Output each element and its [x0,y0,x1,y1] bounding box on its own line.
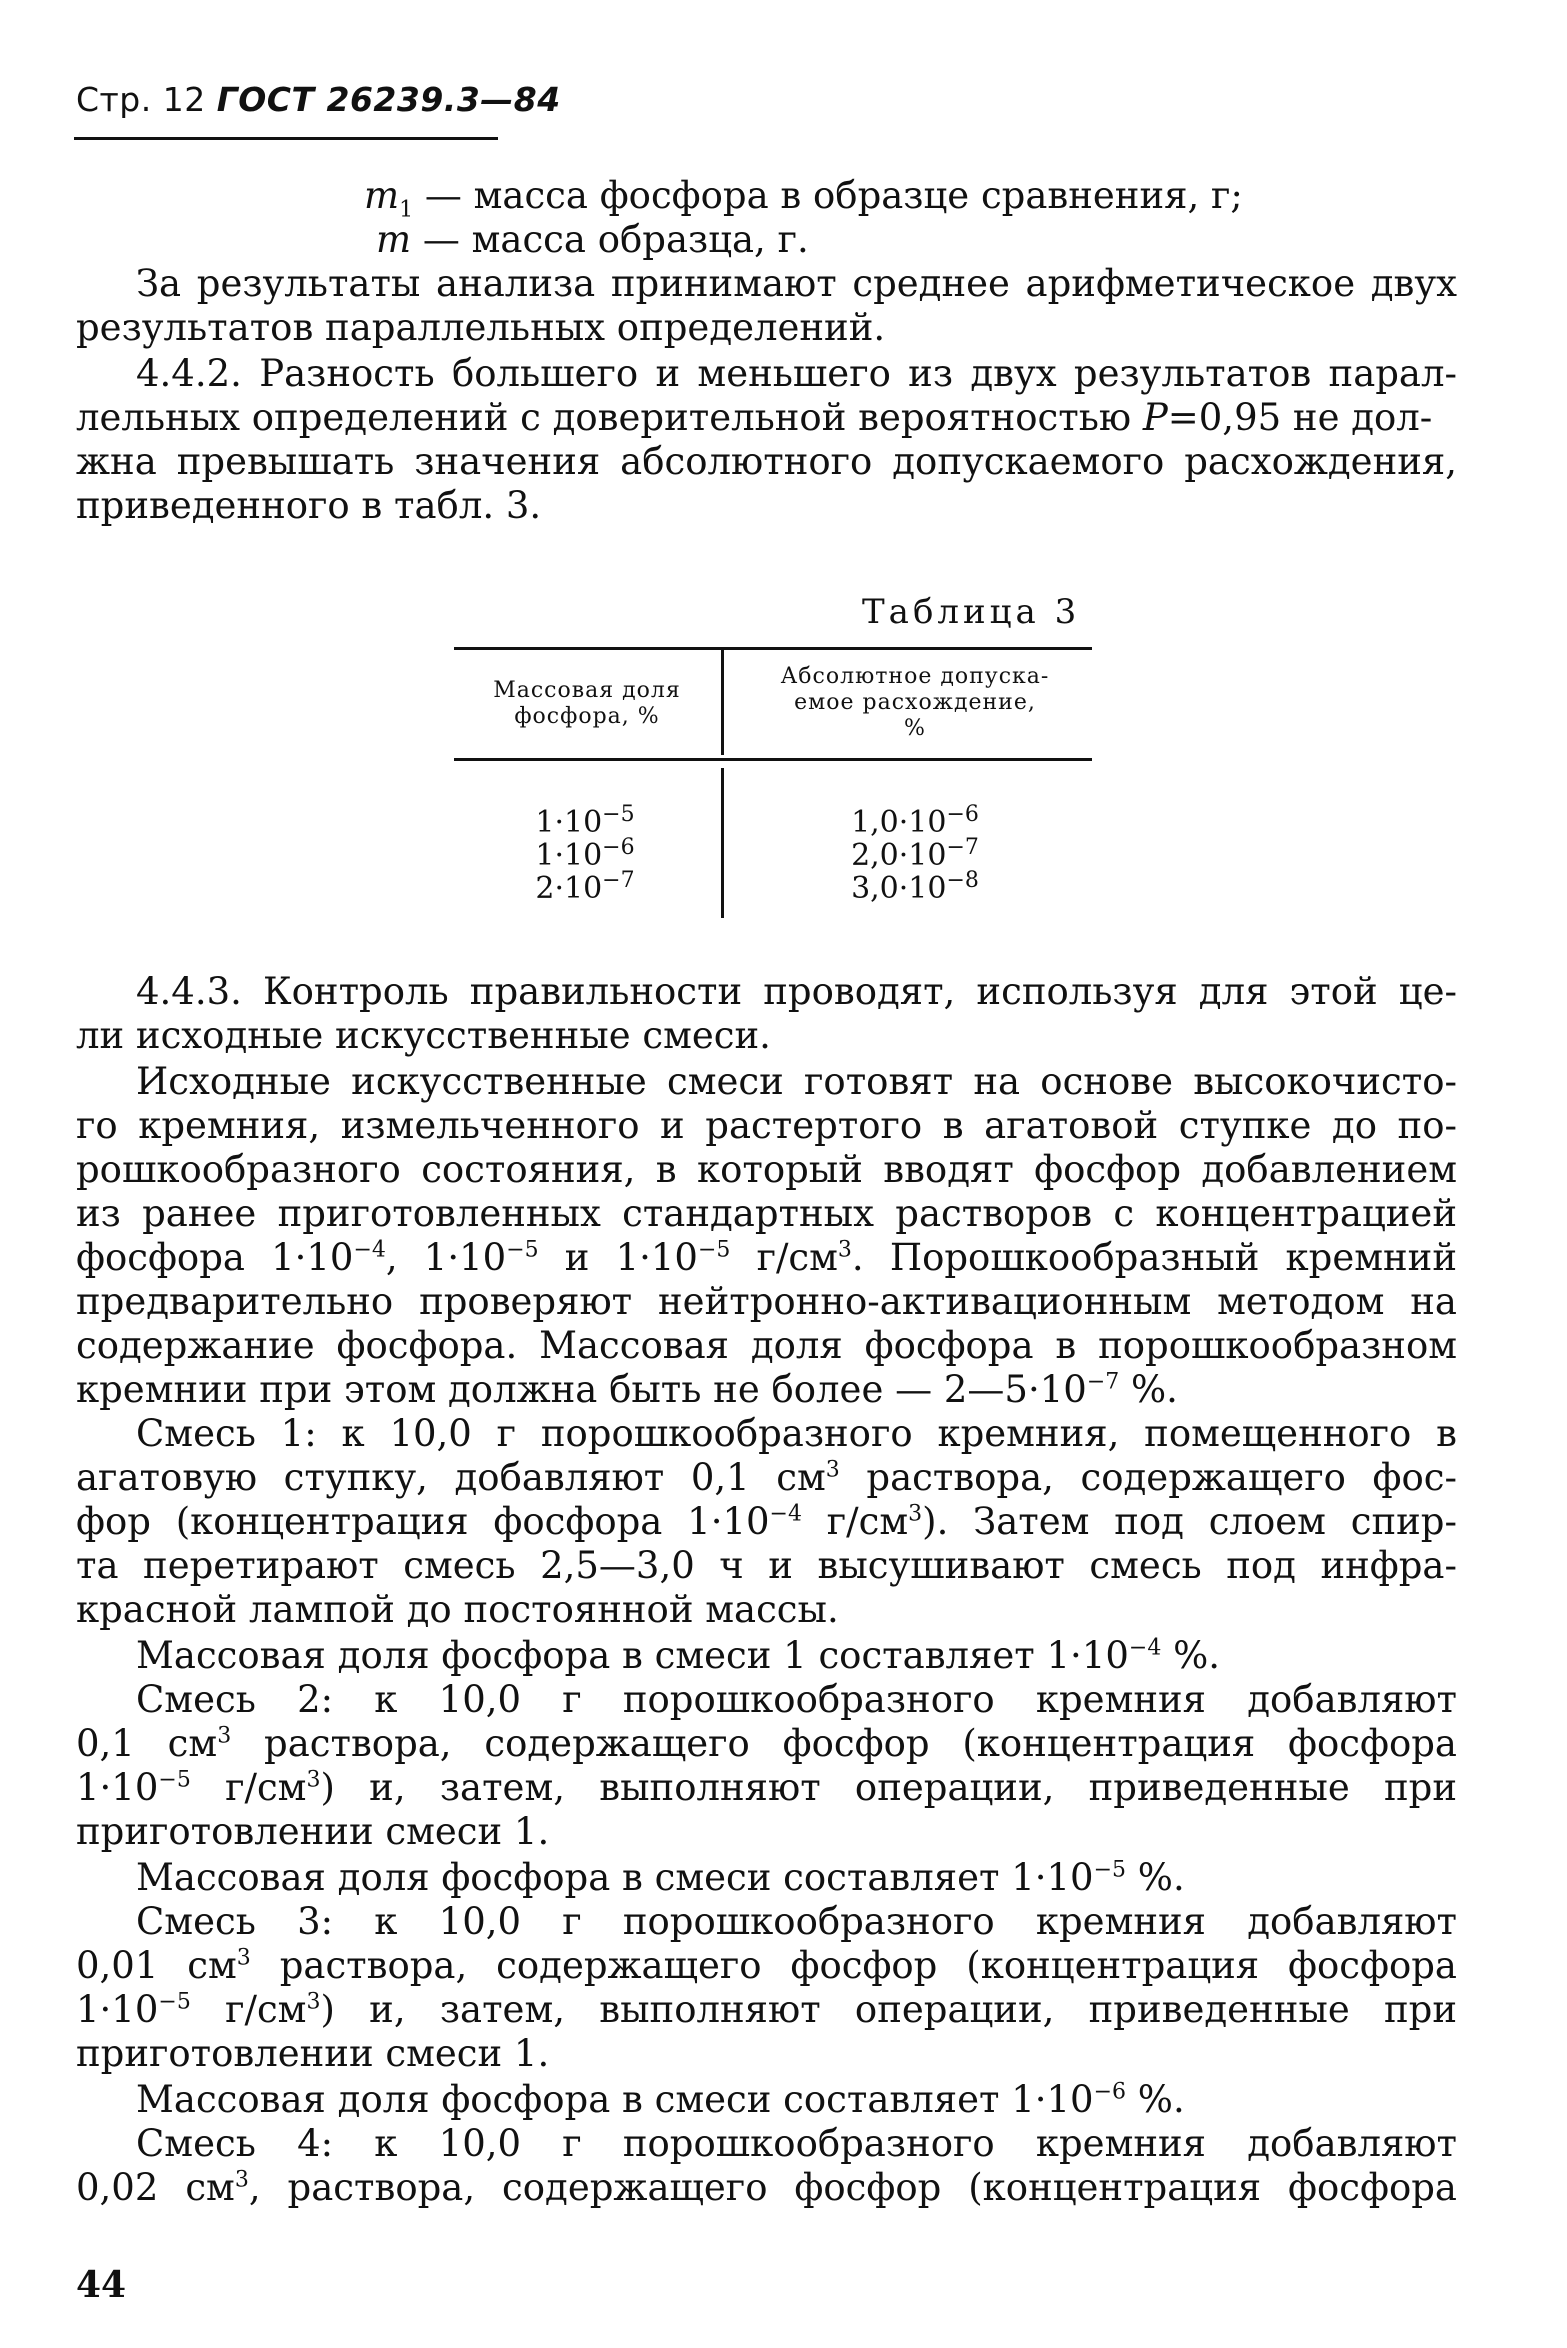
para4-line6: предварительно проверяют нейтронно-активационным методом на [76,1280,1457,1323]
table-row-2-tolerance: $2,0\cdot 10^{-7}$ [851,835,979,873]
para2-line3: жна превышать значения абсолютного допускаемого расхождения, [76,440,1457,483]
para4-line8: кремнии при этом должна быть не более — $2—5\cdot 10^{-7}$ %. [76,1368,1178,1411]
header-rule [74,137,498,140]
page-label: Стр. 12 [76,80,206,119]
table-row-1-tolerance: $1,0\cdot 10^{-6}$ [851,802,979,840]
mix1-line4: та перетирают смесь 2,5—3,0 ч и высушивают смесь под инфра- [76,1544,1457,1587]
table-header-mass-fraction: Массовая доля фосфора, % [493,678,681,729]
mix1-line1: Смесь 1: к 10,0 г порошкообразного кремния, помещенного в [136,1412,1457,1455]
gost-number: ГОСТ 26239.3—84 [216,80,561,119]
mix2-line2: 0,1 $см^3$ раствора, содержащего фосфор (концентрация фосфора [76,1722,1457,1765]
table-row-3-mass: $2\cdot 10^{-7}$ [535,868,635,906]
mix4-line2: 0,02 $см^3$, раствора, содержащего фосфор (концентрация фосфора [76,2166,1457,2209]
table-body-divider [721,768,724,918]
mix3-line4: приготовлении смеси 1. [76,2032,550,2075]
mix1-line2: агатовую ступку, добавляют 0,1 $см^3$ раствора, содержащего фос- [76,1456,1457,1499]
table-row-3-tolerance: $3,0\cdot 10^{-8}$ [851,868,979,906]
mix1-line3: фор (концентрация фосфора $1\cdot 10^{-4}$ $г/см^3$). Затем под слоем спир- [76,1500,1457,1543]
para4-line1: Исходные искусственные смеси готовят на основе высокочисто- [136,1060,1457,1103]
mix1-result: Массовая доля фосфора в смеси 1 составляет $1\cdot 10^{-4}$ %. [136,1634,1221,1677]
definition-m: m — масса образца, г. [376,218,809,261]
page-number: 44 [76,2264,127,2306]
table-header-divider [721,649,724,755]
table-row-2-mass: $1\cdot 10^{-6}$ [535,835,635,873]
table-top-rule [454,647,1092,650]
para1-line1: За результаты анализа принимают среднее арифметическое двух [136,262,1457,305]
para4-line7: содержание фосфора. Массовая доля фосфора в порошкообразном [76,1324,1457,1367]
page-header [76,80,561,119]
mix3-result: Массовая доля фосфора в смеси составляет $1\cdot 10^{-6}$ %. [136,2078,1185,2121]
para4-line5: фосфора $1\cdot 10^{-4}$, $1\cdot 10^{-5}$ и $1\cdot 10^{-5}$ $г/см^3$. Порошкообразный кремний [76,1236,1457,1279]
para2-line4: приведенного в табл. 3. [76,484,542,527]
para2-line1: 4.4.2. Разность большего и меньшего из двух результатов парал- [136,352,1457,395]
mix1-line5: красной лампой до постоянной массы. [76,1588,839,1631]
para4-line4: из ранее приготовленных стандартных растворов с концентрацией [76,1192,1457,1235]
definition-m1: $m_1$ — масса фосфора в образце сравнения, г; [364,174,1243,223]
table-header-tolerance: Абсолютное допуска- емое расхождение, % [780,664,1050,741]
table-row-1-mass: $1\cdot 10^{-5}$ [535,802,635,840]
para1-line2: результатов параллельных определений. [76,306,886,349]
mix2-line3: $1\cdot 10^{-5}$ $г/см^3$) и, затем, выполняют операции, приведенные при [76,1766,1457,1809]
table-caption: Таблица 3 [862,592,1081,632]
para3-line2: ли исходные искусственные смеси. [76,1014,771,1057]
para4-line2: го кремния, измельченного и растертого в агатовой ступке до по- [76,1104,1457,1147]
mix2-line1: Смесь 2: к 10,0 г порошкообразного кремния добавляют [136,1678,1457,1721]
para4-line3: рошкообразного состояния, в который вводят фосфор добавлением [76,1148,1457,1191]
mix3-line1: Смесь 3: к 10,0 г порошкообразного кремния добавляют [136,1900,1457,1943]
mix4-line1: Смесь 4: к 10,0 г порошкообразного кремния добавляют [136,2122,1457,2165]
para3-line1: 4.4.3. Контроль правильности проводят, используя для этой це- [136,970,1457,1013]
para2-line2: лельных определений с доверительной вероятностью P=0,95 не дол- [76,396,1433,439]
mix3-line2: 0,01 $см^3$ раствора, содержащего фосфор (концентрация фосфора [76,1944,1457,1987]
mix3-line3: $1\cdot 10^{-5}$ $г/см^3$) и, затем, выполняют операции, приведенные при [76,1988,1457,2031]
mix2-result: Массовая доля фосфора в смеси составляет $1\cdot 10^{-5}$ %. [136,1856,1185,1899]
table-header-rule [454,758,1092,761]
mix2-line4: приготовлении смеси 1. [76,1810,550,1853]
